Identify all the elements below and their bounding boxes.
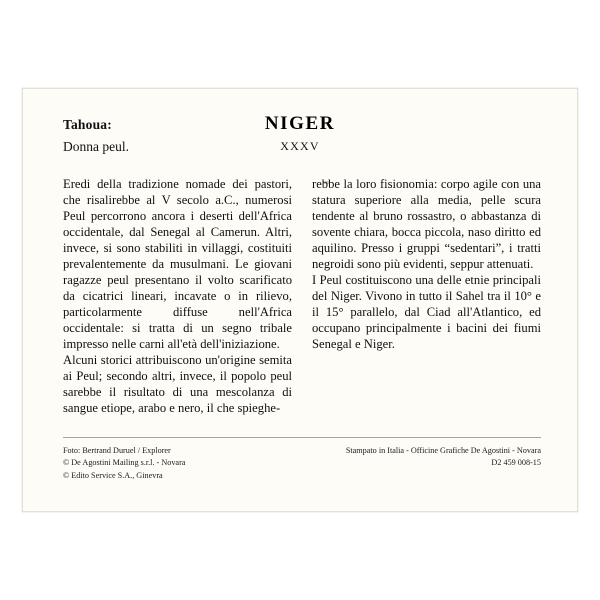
title-block xyxy=(41,113,559,154)
catalog-code: D2 459 008-15 xyxy=(491,458,541,468)
credit-line: © Edito Service S.A., Ginevra xyxy=(63,470,163,480)
divider xyxy=(63,437,541,438)
credit-line: Foto: Bertrand Duruel / Explorer xyxy=(63,446,171,455)
postcard-back xyxy=(22,88,578,512)
column-right xyxy=(312,177,541,429)
paragraph: I Peul costituiscono una delle etnie principali del Niger. Vivono in tutto il Sahel tra il 10° e il 15° parallelo, dal Ciad all'Atlantico, ed occupano principalmente i bacini dei fiumi Senegal e Niger. xyxy=(312,272,541,351)
paragraph: Eredi della tradizione nomade dei pastori, che risalirebbe al V secolo a.C., numerosi Peul percorrono ancora i deserti dell'Africa occidentale, dal Senegal al Camerun. Altri, invece, si sono stabiliti in villaggi, costituiti prevalentemente da musulmani. Le giovani ragazze peul presentano il volto scarificato da cicatrici lineari, incavate o in rilievo, particolarmente diffuse nell'Africa occidentale: si tratta di un segno tribale impresso nelle carni all'età dell'iniziazione. xyxy=(63,177,292,351)
column-left xyxy=(63,177,292,429)
card-footer xyxy=(63,445,541,482)
body-columns xyxy=(63,177,541,429)
page-title: NIGER xyxy=(264,113,336,134)
card-content xyxy=(41,103,559,499)
card-header xyxy=(41,103,559,161)
paragraph: Alcuni storici attribuiscono un'origine semita ai Peul; secondo altri, invece, il popolo peul sarebbe il risultato di una mescolanza di sangue etiope, arabo e nero, il che spieghe- xyxy=(63,352,292,415)
print-info: Stampato in Italia - Officine Grafiche De Agostini - Novara xyxy=(345,446,541,455)
location-name: Tahoua: xyxy=(63,117,112,132)
credits-left xyxy=(63,445,185,482)
plate-number: XXXV xyxy=(280,139,320,153)
credit-line: © De Agostini Mailing s.r.l. - Novara xyxy=(63,458,186,468)
photo-caption: Donna peul. xyxy=(63,139,129,154)
credits-right xyxy=(346,445,541,470)
paragraph: rebbe la loro fisionomia: corpo agile con una statura superiore alla media, pelle scura tendente al bruno rossastro, o abbastanza di sovente chiara, bocca piccola, naso diritto ed aquilino. Presso i gruppi “sedentari”, i tratti negroidi sono più evidenti, seppur attenuati. xyxy=(312,177,541,271)
